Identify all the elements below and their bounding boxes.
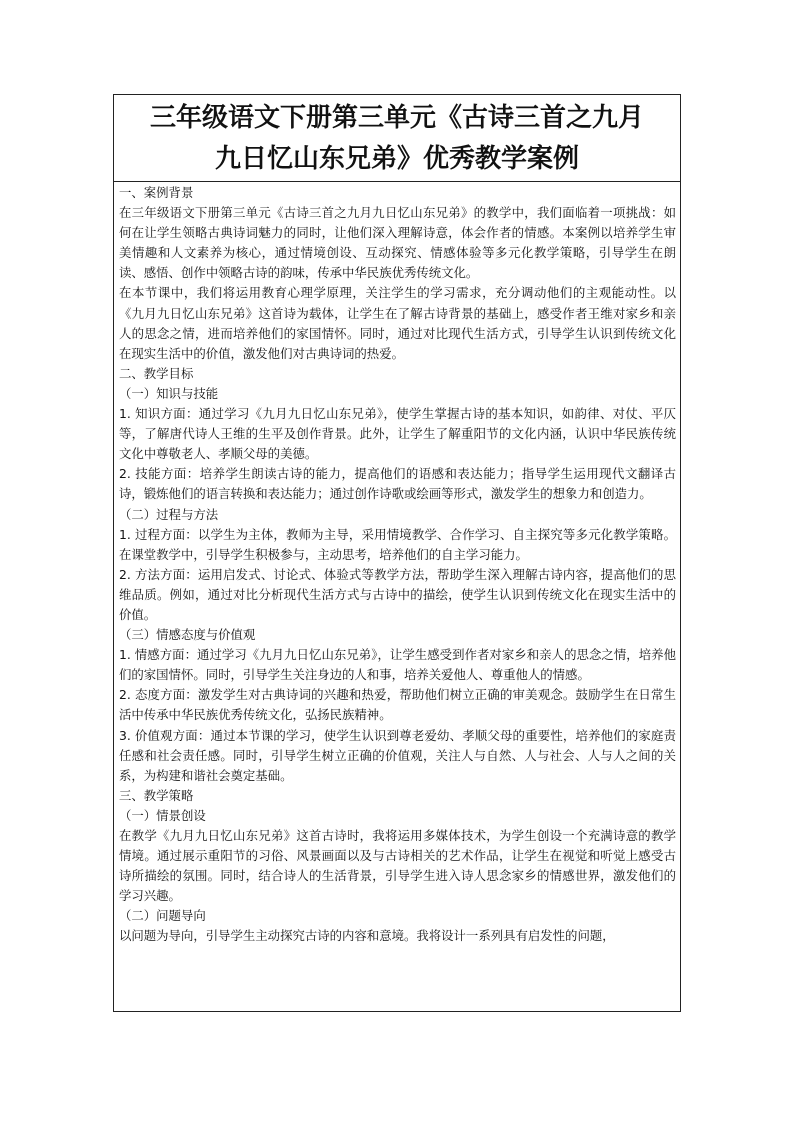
paragraph: 1. 情感方面：通过学习《九月九日忆山东兄弟》，让学生感受到作者对家乡和亲人的思念之情，培养他们的家国情怀。同时，引导学生关注身边的人和事，培养关爱他人、尊重他人的情感。: [119, 647, 676, 683]
subsection-heading: （一）知识与技能: [119, 385, 219, 401]
paragraph: 2. 态度方面：激发学生对古典诗词的兴趣和热爱，帮助他们树立正确的审美观念。鼓励学生在日常生活中传承中华民族优秀传统文化，弘扬民族精神。: [119, 687, 676, 723]
paragraph: 1. 知识方面：通过学习《九月九日忆山东兄弟》，使学生掌握古诗的基本知识，如韵律、对仗、平仄等，了解唐代诗人王维的生平及创作背景。此外，让学生了解重阳节的文化内涵，认识中华民族传统文化中尊敬老人、孝顺父母的美德。: [119, 406, 676, 462]
paragraph: 在本节课中，我们将运用教育心理学原理，关注学生的学习需求，充分调动他们的主观能动性。以《九月九日忆山东兄弟》这首诗为载体，让学生在了解古诗背景的基础上，感受作者王维对家乡和亲人的思念之情，进而培养他们的家国情怀。同时，通过对比现代生活方式，引导学生认识到传统文化在现实生活中的价值，激发他们对古典诗词的热爱。: [119, 285, 676, 361]
paragraph: 2. 技能方面：培养学生朗读古诗的能力，提高他们的语感和表达能力；指导学生运用现代文翻译古诗，锻炼他们的语言转换和表达能力；通过创作诗歌或绘画等形式，激发学生的想象力和创造力。: [119, 466, 676, 502]
document-body: [114, 182, 680, 947]
title-line-1: 三年级语文下册第三单元《古诗三首之九月: [149, 103, 644, 133]
document-title: [114, 95, 680, 182]
paragraph: 2. 方法方面：运用启发式、讨论式、体验式等教学方法，帮助学生深入理解古诗内容，提高他们的思维品质。例如，通过对比分析现代生活方式与古诗中的描绘，使学生认识到传统文化在现实生活中的价值。: [119, 566, 676, 622]
paragraph: 在教学《九月九日忆山东兄弟》这首古诗时，我将运用多媒体技术，为学生创设一个充满诗意的教学情境。通过展示重阳节的习俗、风景画面以及与古诗相关的艺术作品，让学生在视觉和听觉上感受古诗所描绘的氛围。同时，结合诗人的生活背景，引导学生进入诗人思念家乡的情感世界，激发他们的学习兴趣。: [119, 828, 676, 904]
section-heading: 二、教学目标: [119, 365, 194, 381]
paragraph: 3. 价值观方面：通过本节课的学习，使学生认识到尊老爱幼、孝顺父母的重要性，培养他们的家庭责任感和社会责任感。同时，引导学生树立正确的价值观，关注人与自然、人与社会、人与人之间的关系，为构建和谐社会奠定基础。: [119, 727, 676, 783]
subsection-heading: （一）情景创设: [119, 807, 206, 823]
paragraph: 1. 过程方面：以学生为主体，教师为主导，采用情境教学、合作学习、自主探究等多元化教学策略。在课堂教学中，引导学生积极参与，主动思考，培养他们的自主学习能力。: [119, 526, 676, 562]
paragraph: 在三年级语文下册第三单元《古诗三首之九月九日忆山东兄弟》的教学中，我们面临着一项挑战：如何在让学生领略古典诗词魅力的同时，让他们深入理解诗意，体会作者的情感。本案例以培养学生审美情趣和人文素养为核心，通过情境创设、互动探究、情感体验等多元化教学策略，引导学生在朗读、感悟、创作中领略古诗的韵味，传承中华民族优秀传统文化。: [119, 205, 676, 281]
document-frame: [113, 94, 681, 1012]
section-heading: 一、案例背景: [119, 185, 194, 200]
subsection-heading: （三）情感态度与价值观: [119, 627, 256, 643]
subsection-heading: （二）过程与方法: [119, 506, 219, 522]
section-heading: 三、教学策略: [119, 787, 194, 803]
title-line-2: 九日忆山东兄弟》优秀教学案例: [214, 144, 579, 174]
subsection-heading: （二）问题导向: [119, 908, 206, 924]
paragraph: 以问题为导向，引导学生主动探究古诗的内容和意境。我将设计一系列具有启发性的问题，: [119, 928, 615, 944]
